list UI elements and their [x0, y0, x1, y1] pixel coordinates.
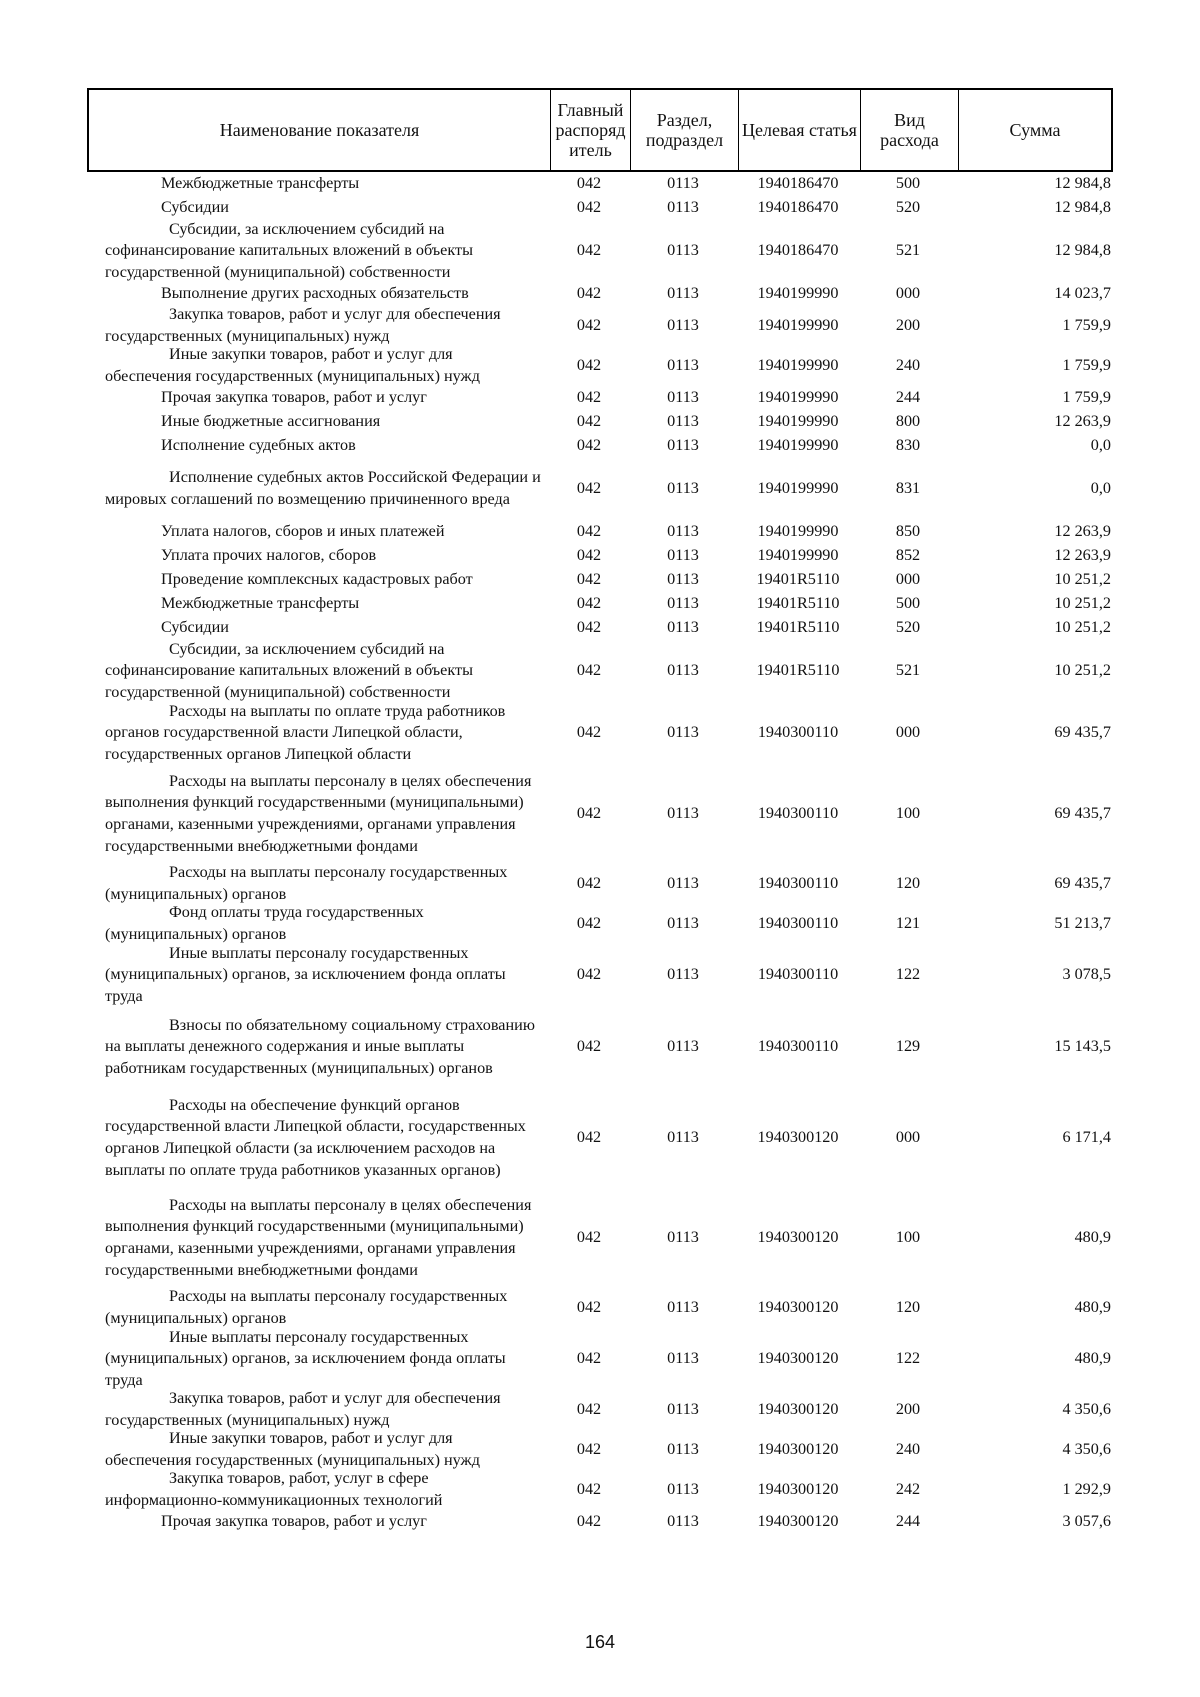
row-name-text: Взносы по обязательному социальному страхованию на выплаты денежного содержания и иные выплаты работникам государственных (муниципальных) органов: [105, 1015, 535, 1077]
header-name: Наименование показателя: [89, 90, 551, 170]
row-summa: 12 984,8: [1054, 198, 1111, 217]
row-summa: 10 251,2: [1054, 618, 1111, 637]
row-name: [87, 771, 549, 857]
table-row: [87, 568, 1113, 592]
table-row: [87, 944, 1113, 1006]
row-celevaya: 1940300110: [757, 1037, 839, 1056]
table-row: [87, 410, 1113, 434]
row-name-text: Закупка товаров, работ и услуг для обеспечения государственных (муниципальных) нужд: [105, 305, 501, 345]
row-name-text: Субсидии, за исключением субсидий на софинансирование капитальных вложений в объекты государственной (муниципальной) собственности: [105, 639, 473, 701]
row-vid: 129: [895, 1037, 921, 1056]
row-razdel: 0113: [667, 1298, 699, 1317]
row-celevaya: 1940199990: [757, 479, 839, 498]
row-name-text: Субсидии: [161, 198, 229, 217]
row-celevaya: 1940300110: [757, 914, 839, 933]
row-glav: 042: [576, 874, 602, 893]
row-razdel: 0113: [667, 1400, 699, 1419]
row-celevaya: 1940199990: [757, 356, 839, 375]
row-razdel: 0113: [667, 284, 699, 303]
row-summa: 12 263,9: [1054, 546, 1111, 565]
row-name: [87, 569, 549, 591]
row-vid: 120: [895, 874, 921, 893]
row-celevaya: 19401R5110: [756, 618, 840, 637]
row-summa: 69 435,7: [1054, 804, 1111, 823]
row-name-text: Иные закупки товаров, работ и услуг для обеспечения государственных (муниципальных) нужд: [105, 1429, 480, 1469]
row-summa: 480,9: [1074, 1228, 1111, 1247]
row-vid: 122: [895, 1349, 921, 1368]
row-vid: 521: [895, 661, 921, 680]
row-celevaya: 1940199990: [757, 388, 839, 407]
table-row: [87, 346, 1113, 386]
row-glav: 042: [576, 594, 602, 613]
row-celevaya: 1940199990: [757, 546, 839, 565]
row-vid: 200: [895, 316, 921, 335]
row-summa: 51 213,7: [1054, 914, 1111, 933]
row-celevaya: 1940300120: [757, 1440, 839, 1459]
row-razdel: 0113: [667, 965, 699, 984]
row-name: [87, 411, 549, 433]
row-razdel: 0113: [667, 174, 699, 193]
table-row: [87, 1390, 1113, 1430]
row-glav: 042: [576, 1512, 602, 1531]
row-glav: 042: [576, 412, 602, 431]
row-summa: 1 759,9: [1062, 388, 1111, 407]
row-razdel: 0113: [667, 436, 699, 455]
row-celevaya: 1940300120: [757, 1298, 839, 1317]
table-row: [87, 1510, 1113, 1534]
header-vid: Вид расхода: [861, 90, 959, 170]
table-row: [87, 592, 1113, 616]
row-vid: 850: [895, 522, 921, 541]
row-name: [87, 304, 549, 347]
row-name: [87, 173, 549, 195]
row-vid: 800: [895, 412, 921, 431]
row-celevaya: 1940186470: [757, 241, 839, 260]
row-name: [87, 617, 549, 639]
row-vid: 830: [895, 436, 921, 455]
row-glav: 042: [576, 198, 602, 217]
row-name: [87, 943, 549, 1008]
row-glav: 042: [576, 1298, 602, 1317]
row-summa: 10 251,2: [1054, 594, 1111, 613]
header-summa: Сумма: [1009, 120, 1061, 140]
row-glav: 042: [576, 479, 602, 498]
row-name-text: Уплата налогов, сборов и иных платежей: [161, 522, 445, 541]
row-glav: 042: [576, 1228, 602, 1247]
row-vid: 521: [895, 241, 921, 260]
row-razdel: 0113: [667, 1349, 699, 1368]
row-razdel: 0113: [667, 479, 699, 498]
row-razdel: 0113: [667, 241, 699, 260]
row-razdel: 0113: [667, 1512, 699, 1531]
row-celevaya: 1940300120: [757, 1512, 839, 1531]
row-vid: 000: [895, 570, 921, 589]
row-summa: 0,0: [1090, 479, 1111, 498]
table-row: [87, 1188, 1113, 1288]
row-razdel: 0113: [667, 618, 699, 637]
row-celevaya: 1940300120: [757, 1480, 839, 1499]
row-glav: 042: [576, 1400, 602, 1419]
row-glav: 042: [576, 965, 602, 984]
row-vid: 242: [895, 1480, 921, 1499]
row-name-text: Выполнение других расходных обязательств: [161, 284, 469, 303]
row-glav: 042: [576, 1349, 602, 1368]
row-vid: 000: [895, 284, 921, 303]
row-name-text: Межбюджетные трансферты: [161, 594, 360, 613]
row-glav: 042: [576, 1440, 602, 1459]
row-name-text: Межбюджетные трансферты: [161, 174, 360, 193]
row-razdel: 0113: [667, 570, 699, 589]
row-name: [87, 1095, 549, 1181]
row-name-text: Проведение комплексных кадастровых работ: [161, 570, 473, 589]
table-row: [87, 520, 1113, 544]
row-celevaya: 1940300120: [757, 1228, 839, 1247]
row-summa: 480,9: [1074, 1298, 1111, 1317]
row-razdel: 0113: [667, 1480, 699, 1499]
table-row: [87, 1006, 1113, 1088]
row-name: [87, 1286, 549, 1329]
row-name: [87, 435, 549, 457]
row-summa: 69 435,7: [1054, 874, 1111, 893]
row-glav: 042: [576, 661, 602, 680]
row-name: [87, 344, 549, 387]
row-name: [87, 1327, 549, 1392]
row-name-text: Расходы на выплаты персоналу в целях обеспечения выполнения функций государственными (муниципальными) органами, казенными учреждениями, органами управления государственными внебюджетными фондами: [105, 771, 532, 855]
row-celevaya: 1940199990: [757, 412, 839, 431]
row-celevaya: 1940300120: [757, 1128, 839, 1147]
row-summa: 1 759,9: [1062, 356, 1111, 375]
row-name-text: Исполнение судебных актов: [161, 436, 356, 455]
row-name: [87, 593, 549, 615]
row-vid: 000: [895, 1128, 921, 1147]
row-celevaya: 1940300110: [757, 965, 839, 984]
table-body: [87, 172, 1113, 1534]
row-razdel: 0113: [667, 412, 699, 431]
row-celevaya: 1940300120: [757, 1349, 839, 1368]
row-summa: 3 057,6: [1062, 1512, 1111, 1531]
row-name-text: Закупка товаров, работ и услуг для обеспечения государственных (муниципальных) нужд: [105, 1389, 501, 1429]
row-vid: 520: [895, 198, 921, 217]
row-name: [87, 387, 549, 409]
row-glav: 042: [576, 1480, 602, 1499]
row-name: [87, 639, 549, 704]
row-summa: 10 251,2: [1054, 661, 1111, 680]
table-row: [87, 764, 1113, 864]
row-name: [87, 1511, 549, 1533]
row-vid: 120: [895, 1298, 921, 1317]
row-name-text: Закупка товаров, работ, услуг в сфере информационно-коммуникационных технологий: [105, 1469, 443, 1509]
row-summa: 0,0: [1090, 436, 1111, 455]
row-celevaya: 1940186470: [757, 174, 839, 193]
row-razdel: 0113: [667, 198, 699, 217]
row-vid: 831: [895, 479, 921, 498]
row-celevaya: 1940186470: [757, 198, 839, 217]
row-glav: 042: [576, 570, 602, 589]
table-row: [87, 1430, 1113, 1470]
row-razdel: 0113: [667, 594, 699, 613]
row-glav: 042: [576, 388, 602, 407]
row-glav: 042: [576, 284, 602, 303]
row-name: [87, 197, 549, 219]
row-celevaya: 1940300110: [757, 804, 839, 823]
row-razdel: 0113: [667, 1440, 699, 1459]
header-glav: Главный распорядитель: [551, 90, 631, 170]
row-name-text: Субсидии, за исключением субсидий на софинансирование капитальных вложений в объекты государственной (муниципальной) собственности: [105, 219, 473, 281]
row-name: [87, 467, 549, 510]
row-razdel: 0113: [667, 914, 699, 933]
table-row: [87, 702, 1113, 764]
row-vid: 852: [895, 546, 921, 565]
row-name: [87, 1468, 549, 1511]
table-row: [87, 196, 1113, 220]
table-header: [87, 88, 1113, 172]
row-name-text: Иные закупки товаров, работ и услуг для обеспечения государственных (муниципальных) нужд: [105, 345, 480, 385]
row-vid: 121: [895, 914, 921, 933]
row-vid: 244: [895, 1512, 921, 1531]
table-row: [87, 1288, 1113, 1328]
row-razdel: 0113: [667, 1228, 699, 1247]
row-name-text: Субсидии: [161, 618, 229, 637]
row-name-text: Иные выплаты персоналу государственных (муниципальных) органов, за исключением фонда оплаты труда: [105, 943, 506, 1005]
row-summa: 15 143,5: [1054, 1037, 1111, 1056]
table-row: [87, 458, 1113, 520]
row-summa: 3 078,5: [1062, 965, 1111, 984]
table-row: [87, 616, 1113, 640]
row-celevaya: 19401R5110: [756, 570, 840, 589]
row-vid: 520: [895, 618, 921, 637]
row-summa: 4 350,6: [1062, 1400, 1111, 1419]
row-name: [87, 902, 549, 945]
header-razdel: Раздел, подраздел: [631, 90, 739, 170]
row-name-text: Уплата прочих налогов, сборов: [161, 546, 377, 565]
row-razdel: 0113: [667, 1128, 699, 1147]
page-number: 164: [584, 1632, 616, 1652]
row-razdel: 0113: [667, 723, 699, 742]
row-name-text: Прочая закупка товаров, работ и услуг: [161, 1512, 427, 1531]
row-name-text: Фонд оплаты труда государственных (муниципальных) органов: [105, 903, 424, 943]
row-celevaya: 1940300110: [757, 723, 839, 742]
row-vid: 500: [895, 594, 921, 613]
row-name-text: Расходы на выплаты по оплате труда работников органов государственной власти Липецкой области, государственных органов Липецкой области: [105, 701, 506, 763]
row-name: [87, 862, 549, 905]
table-row: [87, 864, 1113, 904]
row-name-text: Иные бюджетные ассигнования: [161, 412, 381, 431]
row-celevaya: 1940199990: [757, 522, 839, 541]
row-glav: 042: [576, 241, 602, 260]
row-razdel: 0113: [667, 546, 699, 565]
row-name: [87, 1015, 549, 1080]
row-vid: 240: [895, 356, 921, 375]
row-name: [87, 1428, 549, 1471]
table-row: [87, 220, 1113, 282]
row-name-text: Прочая закупка товаров, работ и услуг: [161, 388, 427, 407]
row-vid: 100: [895, 804, 921, 823]
table-row: [87, 1328, 1113, 1390]
row-summa: 12 984,8: [1054, 174, 1111, 193]
row-glav: 042: [576, 436, 602, 455]
row-summa: 10 251,2: [1054, 570, 1111, 589]
row-summa: 12 263,9: [1054, 412, 1111, 431]
row-summa: 69 435,7: [1054, 723, 1111, 742]
row-summa: 12 984,8: [1054, 241, 1111, 260]
row-vid: 000: [895, 723, 921, 742]
row-glav: 042: [576, 316, 602, 335]
table-row: [87, 640, 1113, 702]
table-row: [87, 544, 1113, 568]
row-vid: 244: [895, 388, 921, 407]
row-glav: 042: [576, 804, 602, 823]
row-glav: 042: [576, 546, 602, 565]
row-glav: 042: [576, 174, 602, 193]
table-row: [87, 386, 1113, 410]
row-celevaya: 1940300110: [757, 874, 839, 893]
row-glav: 042: [576, 914, 602, 933]
row-name-text: Расходы на выплаты персоналу государственных (муниципальных) органов: [105, 1287, 508, 1327]
row-razdel: 0113: [667, 356, 699, 375]
row-razdel: 0113: [667, 661, 699, 680]
row-glav: 042: [576, 356, 602, 375]
row-celevaya: 1940199990: [757, 436, 839, 455]
row-summa: 4 350,6: [1062, 1440, 1111, 1459]
row-glav: 042: [576, 1037, 602, 1056]
table-row: [87, 904, 1113, 944]
row-summa: 6 171,4: [1062, 1128, 1111, 1147]
row-summa: 12 263,9: [1054, 522, 1111, 541]
row-glav: 042: [576, 723, 602, 742]
row-razdel: 0113: [667, 388, 699, 407]
row-summa: 14 023,7: [1054, 284, 1111, 303]
row-celevaya: 19401R5110: [756, 594, 840, 613]
row-razdel: 0113: [667, 804, 699, 823]
row-glav: 042: [576, 522, 602, 541]
row-name-text: Расходы на выплаты персоналу в целях обеспечения выполнения функций государственными (муниципальными) органами, казенными учреждениями, органами управления государственными внебюджетными фондами: [105, 1195, 532, 1279]
row-razdel: 0113: [667, 316, 699, 335]
row-razdel: 0113: [667, 1037, 699, 1056]
row-name-text: Расходы на выплаты персоналу государственных (муниципальных) органов: [105, 863, 508, 903]
row-celevaya: 1940199990: [757, 284, 839, 303]
row-name-text: Исполнение судебных актов Российской Федерации и мировых соглашений по возмещению причиненного вреда: [105, 468, 541, 508]
row-name: [87, 1388, 549, 1431]
table-row: [87, 1088, 1113, 1188]
row-summa: 1 292,9: [1062, 1480, 1111, 1499]
row-vid: 100: [895, 1228, 921, 1247]
row-razdel: 0113: [667, 874, 699, 893]
row-name: [87, 219, 549, 284]
row-name-text: Иные выплаты персоналу государственных (муниципальных) органов, за исключением фонда оплаты труда: [105, 1327, 506, 1389]
row-vid: 500: [895, 174, 921, 193]
table-row: [87, 306, 1113, 346]
row-vid: 240: [895, 1440, 921, 1459]
row-name: [87, 521, 549, 543]
row-celevaya: 1940300120: [757, 1400, 839, 1419]
row-celevaya: 1940199990: [757, 316, 839, 335]
row-name: [87, 283, 549, 305]
row-vid: 200: [895, 1400, 921, 1419]
row-name: [87, 1195, 549, 1281]
row-razdel: 0113: [667, 522, 699, 541]
row-summa: 1 759,9: [1062, 316, 1111, 335]
table-row: [87, 434, 1113, 458]
table-row: [87, 282, 1113, 306]
table-row: [87, 172, 1113, 196]
row-name: [87, 701, 549, 766]
row-glav: 042: [576, 618, 602, 637]
row-name-text: Расходы на обеспечение функций органов государственной власти Липецкой области, государственных органов Липецкой области (за исключением расходов на выплаты по оплате труда работников указанных органов): [105, 1095, 526, 1179]
row-summa: 480,9: [1074, 1349, 1111, 1368]
row-vid: 122: [895, 965, 921, 984]
row-glav: 042: [576, 1128, 602, 1147]
table-row: [87, 1470, 1113, 1510]
row-celevaya: 19401R5110: [756, 661, 840, 680]
row-name: [87, 545, 549, 567]
header-celevaya: Целевая статья: [739, 90, 861, 170]
